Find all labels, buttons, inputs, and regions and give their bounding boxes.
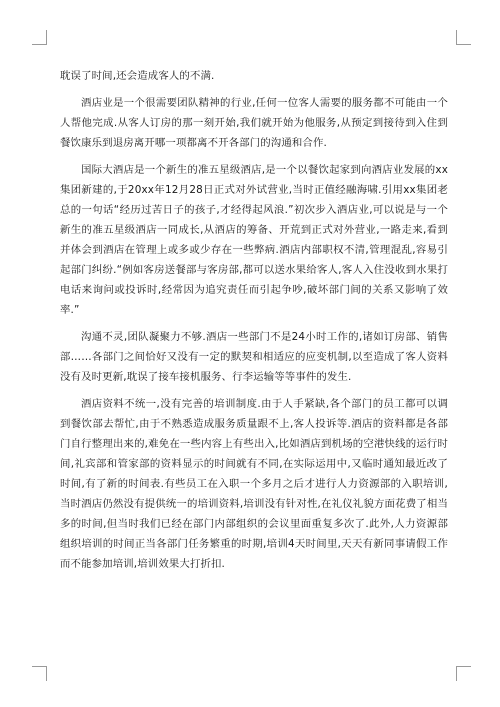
crop-mark-top-right [456, 30, 471, 45]
paragraph: 沟通不灵,团队凝聚力不够.酒店一些部门不是24小时工作的,诸如订房部、销售部……各部门之间恰好又没有一定的默契和相适应的应变机制,以至造成了客人资料没有及时更新,耽误了接车接机服务、行李运输等等事件的发生. [60, 331, 448, 383]
crop-mark-top-left [32, 30, 47, 45]
paragraph: 酒店业是一个很需要团队精神的行业,任何一位客人需要的服务都不可能由一个人帮他完成.从客人订房的那一刻开始,我们就开始为他服务,从预定到接待到入住到餐饮康乐到退房离开哪一项都离不开各部门的沟通和合作. [60, 97, 448, 149]
paragraph: 酒店资料不统一,没有完善的培训制度.由于人手紧缺,各个部门的员工都可以调到餐饮部去帮忙,由于不熟悉造成服务质量跟不上,客人投诉等.酒店的资料都是各部门自行整理出来的,难免在一些内容上有些出入,比如酒店到机场的空港快线的运行时间,礼宾部和管家部的资料显示的时间就有不同,在实际运用中,又临时通知最近改了时间,有了新的时间表.有些员工在入职一个多月之后才进行人力资源部的入职培训,当时酒店仍然没有提供统一的培训资料,培训没有针对性,在礼仪礼貌方面花费了相当多的时间,但当时我们已经在部门内部组织的会议里面重复多次了.此外,人力资源部组织培训的时间正当各部门任务繁重的时期,培训4天时间里,天天有新同事请假工作而不能参加培训,培训效果大打折扣. [60, 398, 448, 570]
document-body [60, 66, 448, 581]
paragraph: 国际大酒店是一个新生的准五星级酒店,是一个以餐饮起家到向酒店业发展的xx集团新建的,于20xx年12月28日正式对外试营业,当时正值经融海啸.引用xx集团老总的一句话“经历过苦日子的孩子,才经得起风浪.”初次步入酒店业,可以说是与一个新生的准五星级酒店一同成长,从酒店的筹备、开荒到正式对外营业,一路走来,看到并体会到酒店在管理上或多或少存在一些弊病.酒店内部职权不清,管理混乱,容易引起部门纠纷.“例如客房送餐部与客房部,都可以送水果给客人,客人入住没收到水果打电话来询问或投诉时,经常因为追究责任而引起争吵,破坏部门间的关系又影响了效率.” [60, 164, 448, 316]
paragraph: 耽误了时间,还会造成客人的不满. [60, 70, 215, 82]
crop-mark-bottom-right [456, 666, 471, 681]
crop-mark-bottom-left [32, 666, 47, 681]
